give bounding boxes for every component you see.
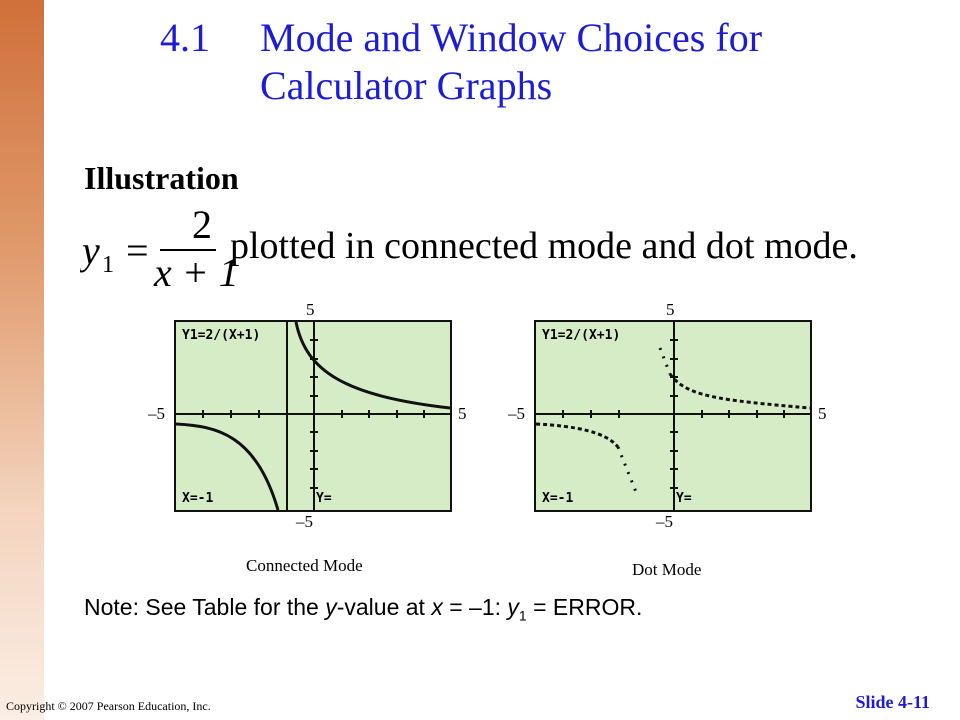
screen-function: Y1=2/(X+1) [542, 328, 621, 343]
calculator-screen [534, 320, 812, 512]
graph-top-label: 5 [666, 300, 675, 319]
graph-top-label: 5 [306, 300, 315, 319]
title-text: Mode and Window Choices for Calculator Graphs [260, 15, 763, 108]
equation-lhs: y [82, 228, 100, 273]
right-branch [296, 322, 450, 408]
note-prefix: Note: See Table for the [84, 594, 326, 620]
calculator-screen [174, 320, 452, 512]
equation-lhs-sub: 1 [102, 252, 114, 278]
copyright-footer: Copyright © 2007 Pearson Education, Inc. [6, 699, 211, 713]
graph-caption: Connected Mode [246, 556, 363, 575]
section-heading: Illustration [84, 160, 239, 196]
screen-y-value: Y= [316, 491, 332, 506]
note-y2: y [507, 594, 519, 620]
title-number: 4.1 [160, 15, 210, 60]
graph-bottom-label: –5 [296, 512, 313, 531]
equation-denominator: x + 1 [154, 250, 239, 295]
screen-y-value: Y= [676, 491, 692, 506]
note-y: y [325, 594, 337, 620]
equals-sign: = [126, 228, 149, 273]
right-branch-dense [670, 374, 810, 408]
screen-x-value: X=-1 [542, 491, 574, 506]
note-text [84, 594, 642, 624]
note-sub: 1 [518, 607, 527, 624]
graph-caption: Dot Mode [632, 560, 702, 579]
note-mid1: -value at [336, 594, 432, 620]
equation [80, 198, 860, 298]
graph-right-label: 5 [818, 404, 827, 423]
equation-numerator: 2 [192, 202, 212, 247]
decorative-left-bar [0, 0, 44, 720]
graph-left-label: –5 [148, 404, 165, 423]
screen-x-value: X=-1 [182, 491, 214, 506]
graph-bottom-label: –5 [656, 512, 673, 531]
graph-dot [506, 300, 846, 590]
left-branch-dense [536, 424, 618, 447]
left-branch-sparse [618, 447, 636, 492]
right-branch-sparse [660, 348, 670, 374]
graph-plot [176, 322, 450, 510]
graph-plot [536, 322, 810, 510]
note-suffix: = ERROR. [526, 594, 643, 620]
equation-rhs: plotted in connected mode and dot mode. [230, 225, 858, 267]
graph-connected [146, 300, 486, 590]
graph-right-label: 5 [458, 404, 467, 423]
graph-left-label: –5 [508, 404, 525, 423]
slide-number: Slide 4-11 [855, 692, 930, 712]
screen-function: Y1=2/(X+1) [182, 328, 261, 343]
note-mid2: = –1: [442, 594, 508, 620]
note-x: x [431, 594, 443, 620]
